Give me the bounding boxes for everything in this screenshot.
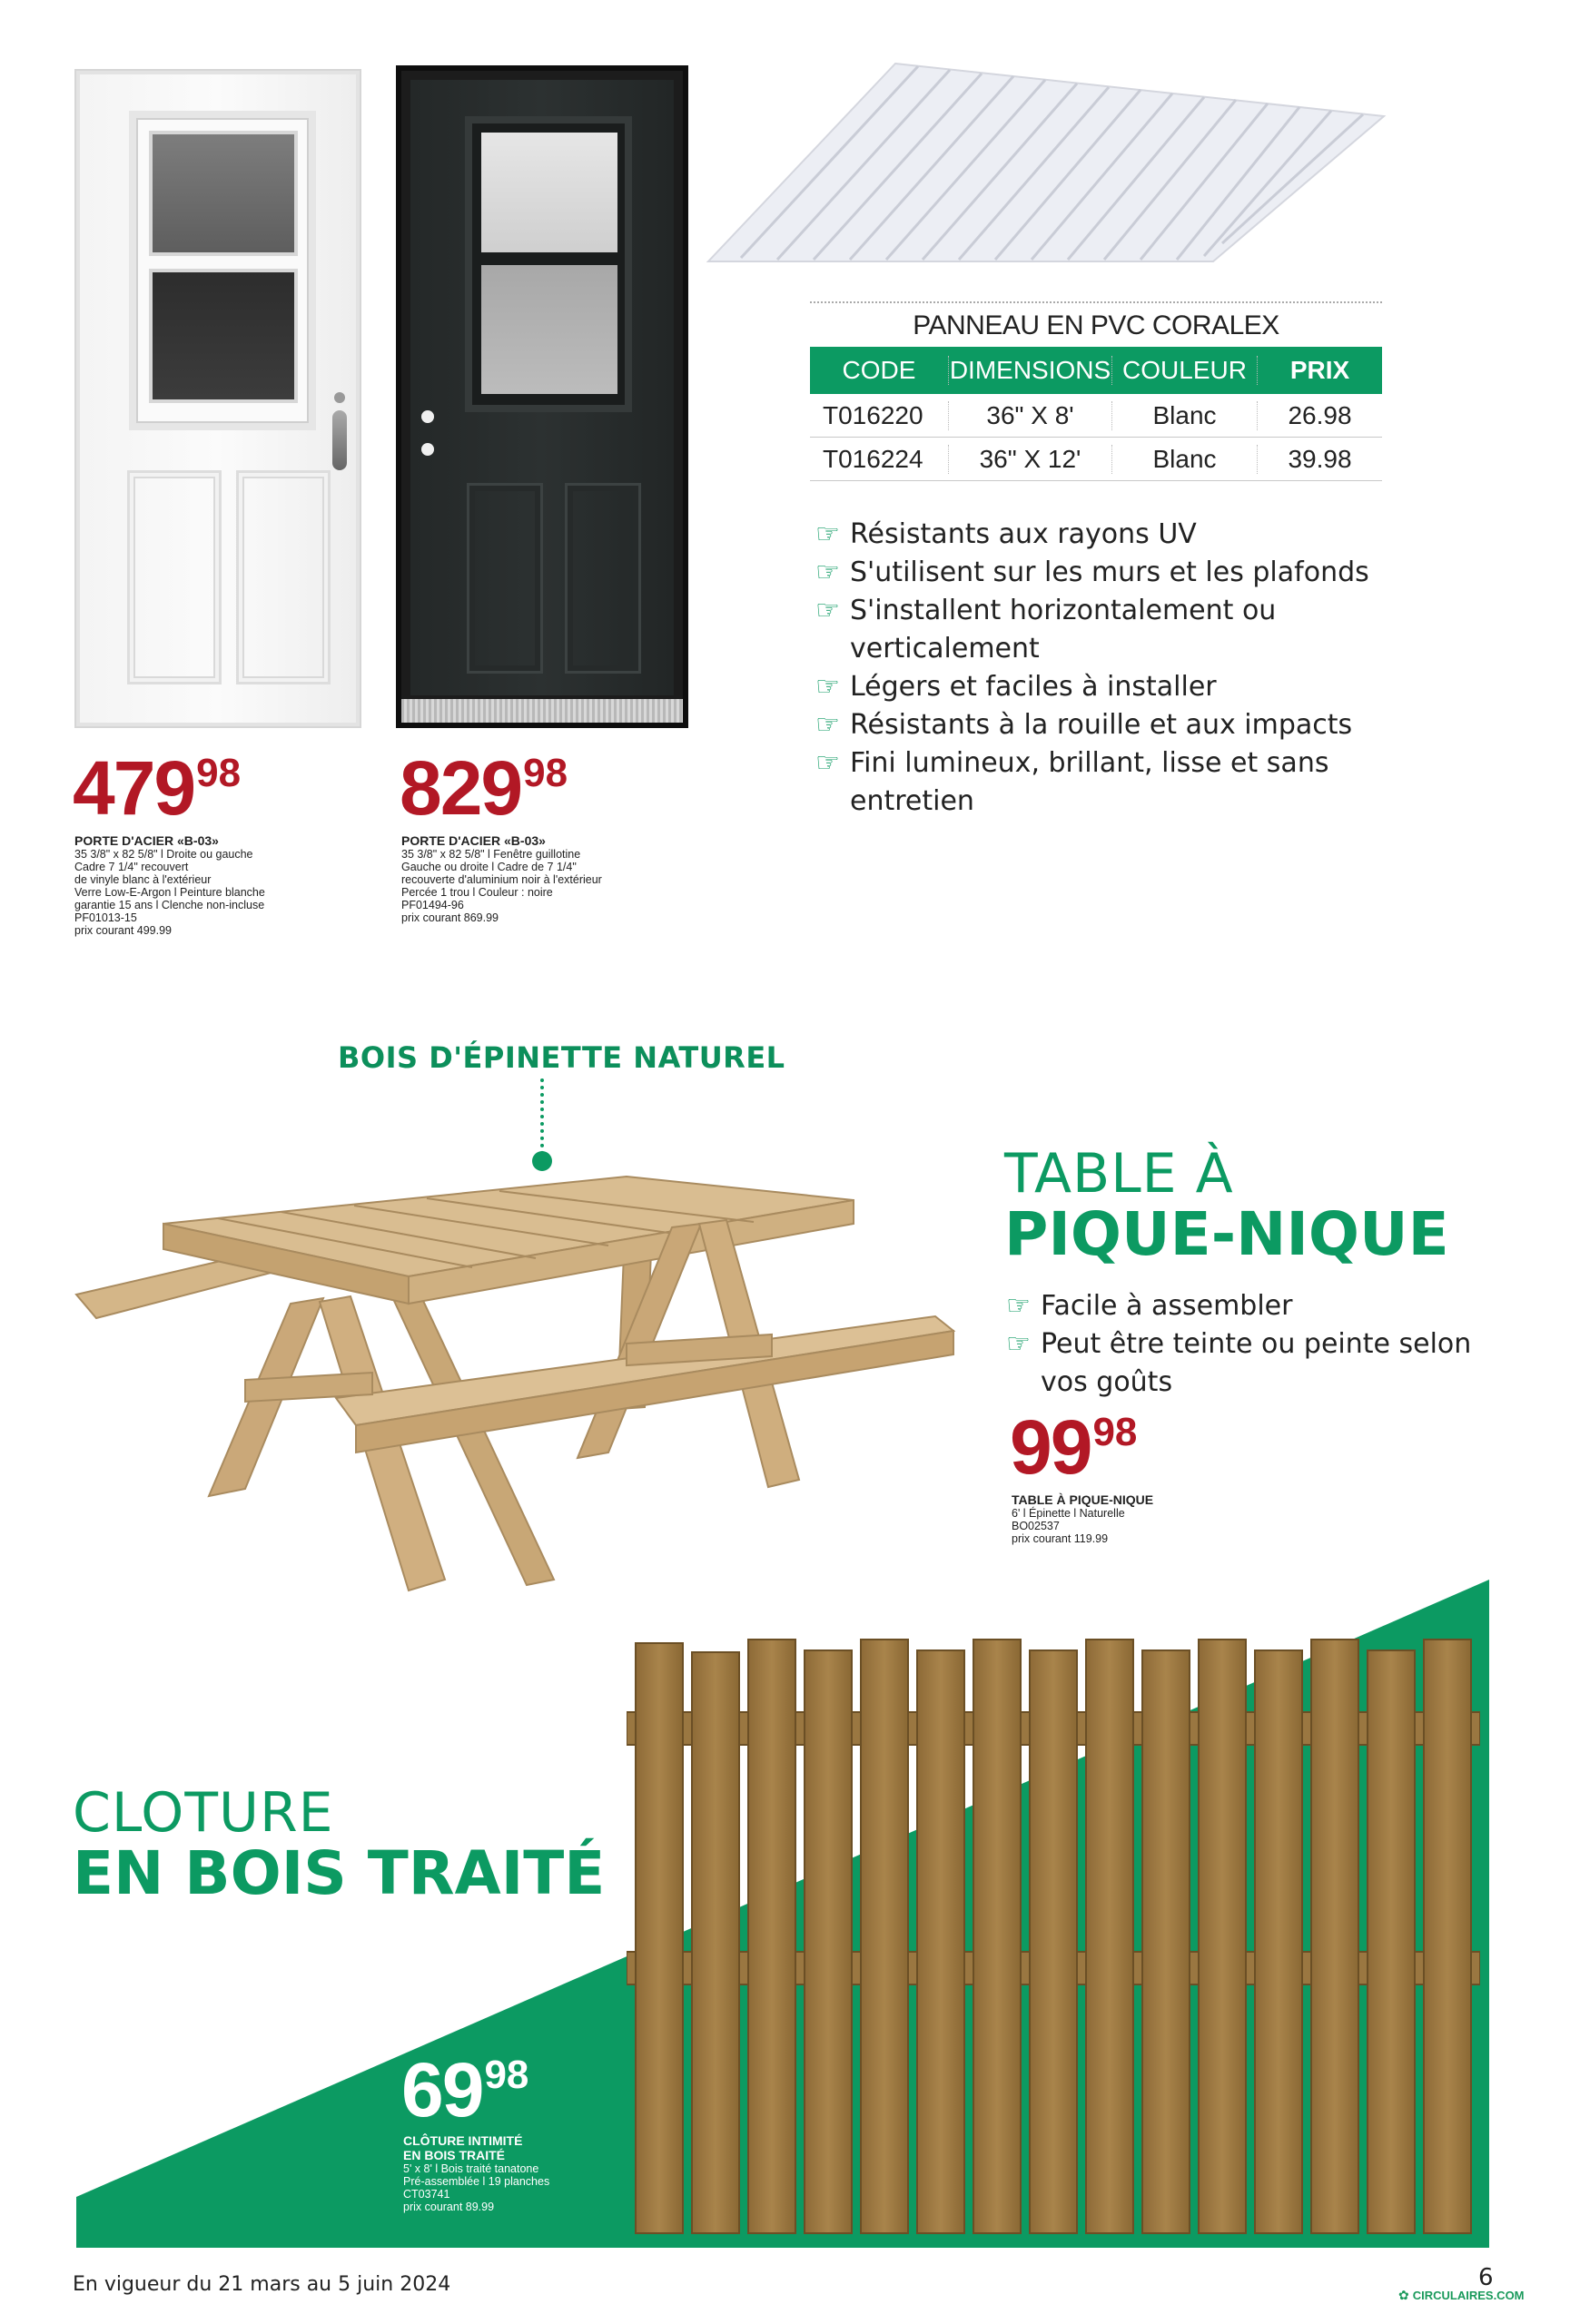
door-1-info — [74, 833, 365, 937]
feature-item: ☞ Peut être teinte ou peinte selon vos goûts — [1006, 1325, 1478, 1402]
cell-code: T016220 — [823, 400, 923, 429]
picnic-title — [1004, 1142, 1449, 1269]
black-steel-door-image — [396, 65, 688, 728]
product-name: PORTE D'ACIER «B-03» — [74, 833, 219, 848]
price-dollars: 99 — [1010, 1404, 1091, 1490]
wood-fence-image — [627, 1625, 1480, 2239]
header-dimensions: DIMENSIONS — [949, 356, 1111, 384]
picnic-info — [1012, 1492, 1284, 1545]
table-header-row — [810, 347, 1382, 394]
price-cents: 98 — [523, 751, 568, 795]
title-line-1: CLOTURE — [73, 1781, 334, 1845]
product-line: 5' x 8' l Bois traité tanatone — [403, 2162, 539, 2175]
product-line: garantie 15 ans l Clenche non-incluse — [74, 899, 265, 911]
feature-item: ☞ Résistants à la rouille et aux impacts — [815, 706, 1415, 744]
brand-watermark — [1398, 2288, 1525, 2303]
price-cents: 98 — [484, 2053, 529, 2097]
pointing-hand-icon: ☞ — [815, 709, 840, 741]
header-price: PRIX — [1257, 356, 1382, 385]
white-steel-door-image — [76, 71, 360, 726]
feature-item: ☞ Facile à assembler — [1006, 1287, 1478, 1325]
regular-price: prix courant 499.99 — [74, 924, 173, 937]
brand-name: CIRCULAIRES.COM — [1412, 2289, 1525, 2302]
product-name: CLÔTURE INTIMITÉ — [403, 2133, 523, 2148]
price-dollars: 479 — [73, 745, 195, 831]
price-cents: 98 — [1092, 1410, 1138, 1454]
feature-item: ☞ Résistants aux rayons UV — [815, 516, 1415, 554]
pointing-hand-icon: ☞ — [815, 518, 840, 550]
product-line: 35 3/8" x 82 5/8" l Fenêtre guillotine — [401, 848, 581, 861]
pointing-hand-icon: ☞ — [815, 595, 840, 626]
cell-dimensions: 36" X 12' — [948, 445, 1111, 474]
fence-price — [401, 2047, 529, 2132]
pointing-hand-icon: ☞ — [815, 556, 840, 588]
product-line: Gauche ou droite l Cadre de 7 1/4" — [401, 861, 577, 873]
product-name: TABLE À PIQUE-NIQUE — [1012, 1492, 1154, 1507]
picnic-price — [1010, 1404, 1138, 1490]
door-handle-icon — [332, 410, 347, 470]
flower-icon: ✿ — [1398, 2288, 1409, 2302]
page-number: 6 — [1478, 2264, 1494, 2291]
product-name: PORTE D'ACIER «B-03» — [401, 833, 546, 848]
validity-dates: En vigueur du 21 mars au 5 juin 2024 — [73, 2273, 451, 2296]
product-name: EN BOIS TRAITÉ — [403, 2148, 506, 2162]
picnic-table-image — [64, 1126, 963, 1616]
price-cents: 98 — [196, 751, 242, 795]
feature-item: ☞ S'utilisent sur les murs et les plafonds — [815, 554, 1415, 592]
product-code: PF01013-15 — [74, 911, 137, 924]
cell-color: Blanc — [1111, 401, 1257, 430]
pvc-features-list — [815, 516, 1415, 821]
table-row — [810, 394, 1382, 438]
door-window — [465, 116, 632, 412]
pointing-hand-icon: ☞ — [815, 671, 840, 703]
title-line-1: TABLE À — [1004, 1142, 1234, 1206]
table-title: PANNEAU EN PVC CORALEX — [810, 301, 1382, 347]
product-code: BO02537 — [1012, 1520, 1060, 1532]
product-line: de vinyle blanc à l'extérieur — [74, 873, 212, 886]
header-color: COULEUR — [1111, 356, 1257, 385]
table-row — [810, 438, 1382, 481]
product-line: Percée 1 trou l Couleur : noire — [401, 886, 553, 899]
product-line: Verre Low-E-Argon l Peinture blanche — [74, 886, 265, 899]
door-2-price — [400, 745, 568, 831]
product-line: Pré-assemblée l 19 planches — [403, 2175, 550, 2188]
feature-item: ☞ S'installent horizontalement ou verticalement — [815, 592, 1415, 668]
product-code: CT03741 — [403, 2188, 450, 2201]
regular-price: prix courant 119.99 — [1012, 1532, 1109, 1545]
cell-code: T016224 — [823, 444, 923, 473]
door-window — [129, 111, 316, 430]
regular-price: prix courant 869.99 — [401, 911, 499, 924]
callout-dot — [532, 1151, 552, 1171]
product-line: recouverte d'aluminium noir à l'extérieur — [401, 873, 602, 886]
fence-title — [73, 1781, 606, 1908]
price-dollars: 69 — [401, 2047, 483, 2132]
feature-item: ☞ Légers et faciles à installer — [815, 668, 1415, 706]
corrugated-pvc-panel-image — [705, 62, 1387, 263]
pointing-hand-icon: ☞ — [1006, 1290, 1031, 1322]
pointing-hand-icon: ☞ — [1006, 1328, 1031, 1360]
price-dollars: 829 — [400, 745, 522, 831]
header-code: CODE — [842, 356, 916, 384]
door-2-info — [401, 833, 710, 924]
regular-price: prix courant 89.99 — [403, 2201, 495, 2213]
pvc-panel-table — [810, 301, 1382, 481]
title-line-2: EN BOIS TRAITÉ — [73, 1838, 606, 1908]
cell-color: Blanc — [1111, 445, 1257, 474]
wood-type-label: BOIS D'ÉPINETTE NATUREL — [338, 1040, 785, 1075]
title-line-2: PIQUE-NIQUE — [1004, 1199, 1449, 1269]
door-1-price — [73, 745, 242, 831]
feature-item: ☞ Fini lumineux, brillant, lisse et sans entretien — [815, 744, 1415, 821]
product-line: 6' l Épinette l Naturelle — [1012, 1507, 1125, 1520]
cell-price: 39.98 — [1257, 445, 1382, 474]
cell-price: 26.98 — [1257, 401, 1382, 430]
cell-dimensions: 36" X 8' — [948, 401, 1111, 430]
product-line: Cadre 7 1/4" recouvert — [74, 861, 189, 873]
picnic-features-list — [1006, 1287, 1478, 1402]
fence-info — [403, 2133, 621, 2213]
product-line: 35 3/8" x 82 5/8" l Droite ou gauche — [74, 848, 253, 861]
pointing-hand-icon: ☞ — [815, 747, 840, 779]
product-code: PF01494-96 — [401, 899, 464, 911]
